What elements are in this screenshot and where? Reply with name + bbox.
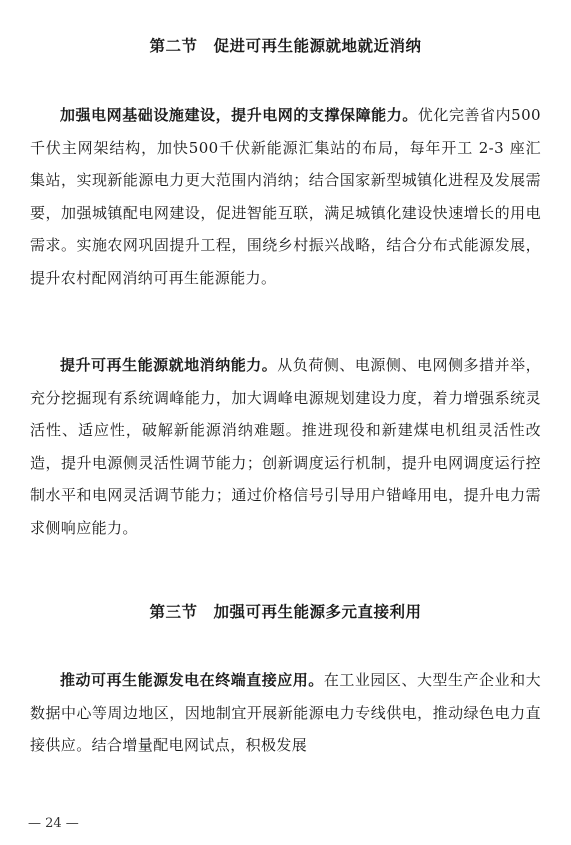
paragraph-terminal-application	[30, 664, 541, 762]
paragraph-lead: 提升可再生能源就地消纳能力。	[60, 356, 278, 374]
paragraph-local-consumption	[30, 349, 541, 544]
paragraph-body: 优化完善省内500千伏主网架结构，加快500千伏新能源汇集站的布局，每年开工 2-3 座汇集站，实现新能源电力更大范围内消纳；结合国家新型城镇化进程及发展需要，加强城镇配电网建设，促进智能互联，满足城镇化建设快速增长的用电需求。实施农网巩固提升工程，围绕乡村振兴战略，结合分布式能源发展，提升农村配网消纳可再生能源能力。	[30, 106, 542, 287]
paragraph-body: 在工业园区、大型生产企业和大数据中心等周边地区，因地制宜开展新能源电力专线供电，推动绿色电力直接供应。结合增量配电网试点，积极发展	[30, 671, 541, 754]
paragraph-lead: 加强电网基础设施建设，提升电网的支撑保障能力。	[60, 106, 418, 124]
paragraph-lead: 推动可再生能源发电在终端直接应用。	[60, 671, 324, 689]
page-number: — 24 —	[28, 816, 79, 831]
section-title-3: 第三节 加强可再生能源多元直接利用	[149, 602, 422, 621]
section-title-2: 第二节 促进可再生能源就地就近消纳	[149, 36, 422, 55]
paragraph-grid-infrastructure	[30, 99, 541, 294]
paragraph-body: 从负荷侧、电源侧、电网侧多措并举，充分挖掘现有系统调峰能力，加大调峰电源规划建设力度，着力增强系统灵活性、适应性，破解新能源消纳难题。推进现役和新建煤电机组灵活性改造，提升电源侧灵活性调节能力；创新调度运行机制，提升电网调度运行控制水平和电网灵活调节能力；通过价格信号引导用户错峰用电，提升电力需求侧响应能力。	[30, 356, 541, 537]
